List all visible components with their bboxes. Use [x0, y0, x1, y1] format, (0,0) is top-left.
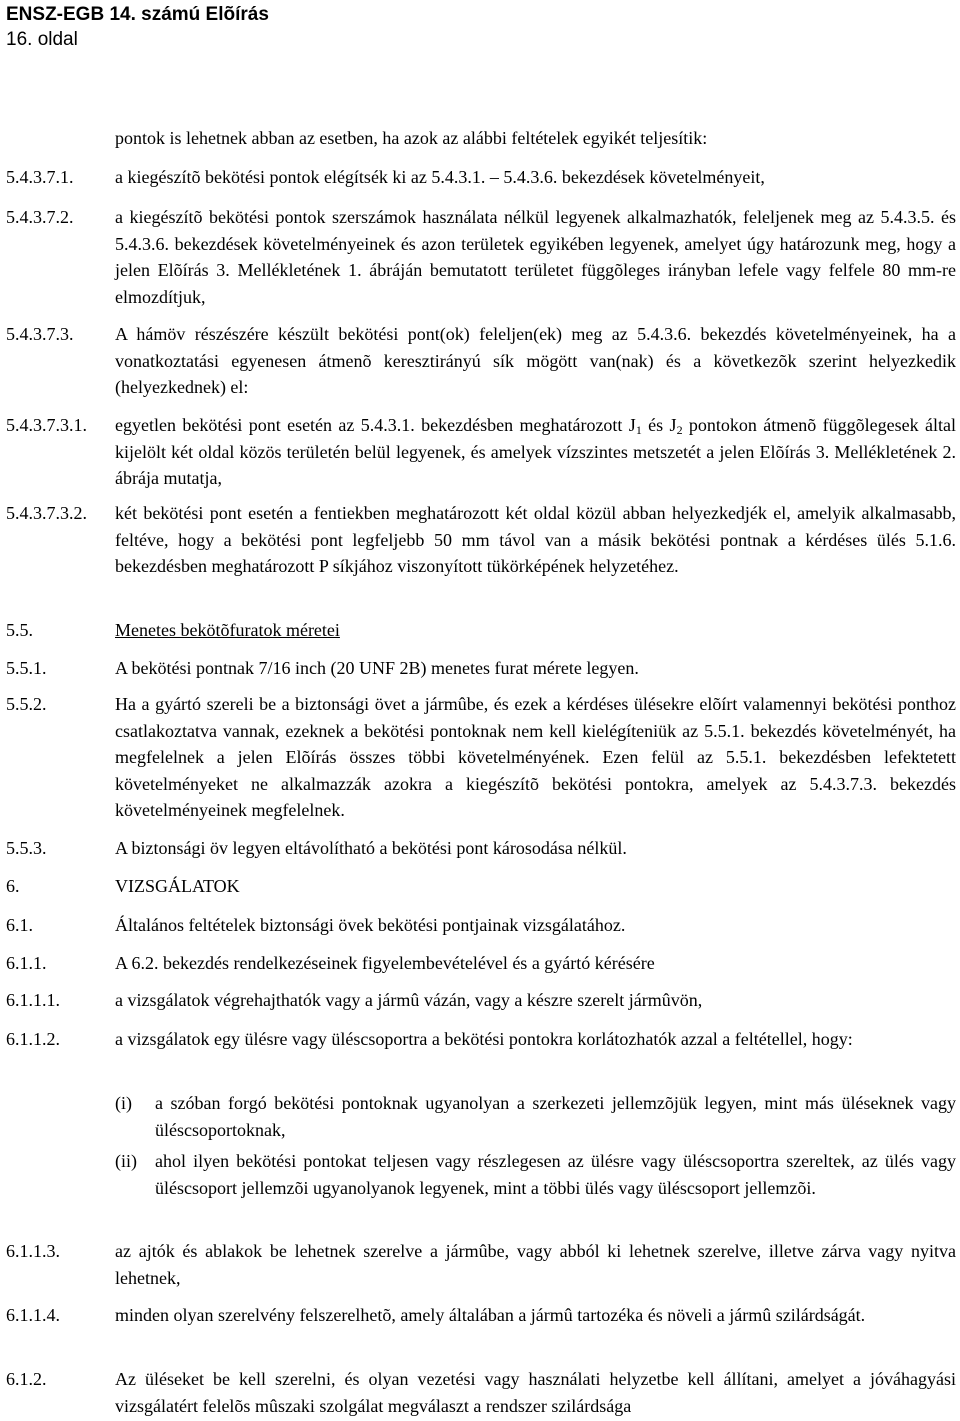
paragraph-number: 6.1.2. [6, 1369, 47, 1389]
paragraph-text: Az üléseket be kell szerelni, és olyan vezetési vagy használati helyzetbe kell állítani, amelyet a jóváhagyási vizsgálatért felelõs mûszaki szolgálat megválaszt a rendszer szilárdsága [115, 1369, 956, 1416]
list-item-label: (i) [115, 1093, 132, 1113]
paragraph-text: az ajtók és ablakok be lehetnek szerelve a jármûbe, vagy abból ki lehetnek szerelve, illetve zárva vagy nyitva lehetnek, [115, 1241, 956, 1288]
paragraph-text: a vizsgálatok végrehajthatók vagy a jármû vázán, vagy a készre szerelt jármûvön, [115, 990, 703, 1010]
list-item-label: (ii) [115, 1151, 137, 1171]
section-number: 6. [6, 876, 20, 896]
paragraph-text: minden olyan szerelvény felszerelhetõ, amely általában a jármû tartozéka és növeli a jármû szilárdságát. [115, 1305, 866, 1325]
paragraph-number: 5.4.3.7.2. [6, 207, 74, 227]
paragraph-text: Ha a gyártó szereli be a biztonsági övet a jármûbe, és ezek a kérdéses ülésekre elõírt valamennyi bekötési ponthoz csatlakoztatva vannak, ezeknek a bekötési pontoknak nem kell kielégíteniük az 5.5.1. bekezdés követelményét, ha megfelelnek a jelen Elõírás összes többi követelményének. Ezen felül az 5.5.1. bekezdésben lefektetett követelményeket ne alkalmazzák azokra a kiegészítõ bekötési pontokra, amelyek az 5.4.3.7.3. bekezdés követelményeinek megfelelnek. [115, 694, 956, 821]
section-heading: Menetes bekötõfuratok méretei [115, 620, 340, 640]
paragraph-number: 5.4.3.7.3.1. [6, 415, 87, 435]
list-item-text: a szóban forgó bekötési pontoknak ugyanolyan a szerkezeti jellemzõjük legyen, mint más üléseknek vagy üléscsoportoknak, [155, 1093, 956, 1140]
paragraph-text: a kiegészítõ bekötési pontok elégítsék ki az 5.4.3.1. – 5.4.3.6. bekezdések követelményeit, [115, 167, 765, 187]
paragraph-text: a kiegészítõ bekötési pontok szerszámok használata nélkül legyenek alkalmazhatók, feleljenek meg az 5.4.3.5. és 5.4.3.6. bekezdések követelményeinek és azon területek egyikében legyenek, amelyet úgy határozunk meg, hogy a jelen Elõírás 3. Mellékletének 1. ábráján bemutatott területet függõleges irányban lefele vagy felfele 80 mm-re elmozdítjuk, [115, 207, 956, 307]
paragraph-text: A hámöv részészére készült bekötési pont(ok) feleljen(ek) meg az 5.4.3.6. bekezdés követelményeinek, ha a vonatkoztatási egyenesen átmenõ keresztirányú sík mögött van(nak) és a következõk szerint helyezkedik (helyezkednek) el: [115, 324, 956, 398]
list-item-text: ahol ilyen bekötési pontokat teljesen vagy részlegesen az ülésre vagy üléscsoportra szereltek, az ülés vagy üléscsoport jellemzõi ugyanolyanok legyenek, mint a többi ülés vagy üléscsoport jellemzõi. [155, 1151, 956, 1198]
paragraph-text: a vizsgálatok egy ülésre vagy üléscsoportra a bekötési pontokra korlátozhatók azzal a feltétellel, hogy: [115, 1029, 853, 1049]
paragraph-number: 6.1.1.2. [6, 1029, 60, 1049]
document-title: ENSZ-EGB 14. számú Elõírás [6, 4, 269, 25]
paragraph-text: A 6.2. bekezdés rendelkezéseinek figyelembevételével és a gyártó kérésére [115, 953, 655, 973]
page-header [6, 2, 269, 52]
page-number: 16. oldal [6, 29, 78, 50]
paragraph-text [115, 412, 956, 492]
paragraph-text: Általános feltételek biztonsági övek bekötési pontjainak vizsgálatához. [115, 915, 626, 935]
paragraph-number: 6.1.1.4. [6, 1305, 60, 1325]
section-heading: VIZSGÁLATOK [115, 876, 240, 896]
text-part-b: és J [641, 415, 677, 435]
paragraph-number: 6.1.1.3. [6, 1241, 60, 1261]
paragraph-number: 5.5.3. [6, 838, 47, 858]
paragraph-text: két bekötési pont esetén a fentiekben meghatározott két oldal közül abban helyezkedjék el, amelyik alkalmasabb, feltéve, hogy a bekötési pont legfeljebb 50 mm távol van a másik bekötési pontnak a kérdéses ülés 5.1.6. bekezdésben meghatározott P síkjához viszonyított tükörképének helyzetéhez. [115, 503, 956, 577]
paragraph-number: 6.1.1.1. [6, 990, 60, 1010]
subscript-2: 2 [676, 423, 683, 437]
subscript-1: 1 [635, 423, 642, 437]
text-part-a: egyetlen bekötési pont esetén az 5.4.3.1. bekezdésben meghatározott J [115, 415, 636, 435]
paragraph-number: 5.4.3.7.1. [6, 167, 74, 187]
paragraph-number: 5.5.2. [6, 694, 47, 714]
paragraph-text: A bekötési pontnak 7/16 inch (20 UNF 2B) menetes furat mérete legyen. [115, 658, 639, 678]
paragraph-number: 6.1.1. [6, 953, 47, 973]
paragraph-number: 6.1. [6, 915, 33, 935]
text-part-c: pontokon átmenõ függõlegesek által kijelölt két oldal közös területén belül legyenek, és amelyek vízszintes metszetét a jelen Elõírás 3. Mellékletének 2. ábrája mutatja, [115, 415, 956, 489]
paragraph-text: A biztonsági öv legyen eltávolítható a bekötési pont károsodása nélkül. [115, 838, 627, 858]
paragraph-number: 5.5.1. [6, 658, 47, 678]
section-number: 5.5. [6, 620, 33, 640]
paragraph-number: 5.4.3.7.3.2. [6, 503, 87, 523]
intro-text: pontok is lehetnek abban az esetben, ha azok az alábbi feltételek egyikét teljesítik: [115, 128, 708, 148]
paragraph-number: 5.4.3.7.3. [6, 324, 74, 344]
